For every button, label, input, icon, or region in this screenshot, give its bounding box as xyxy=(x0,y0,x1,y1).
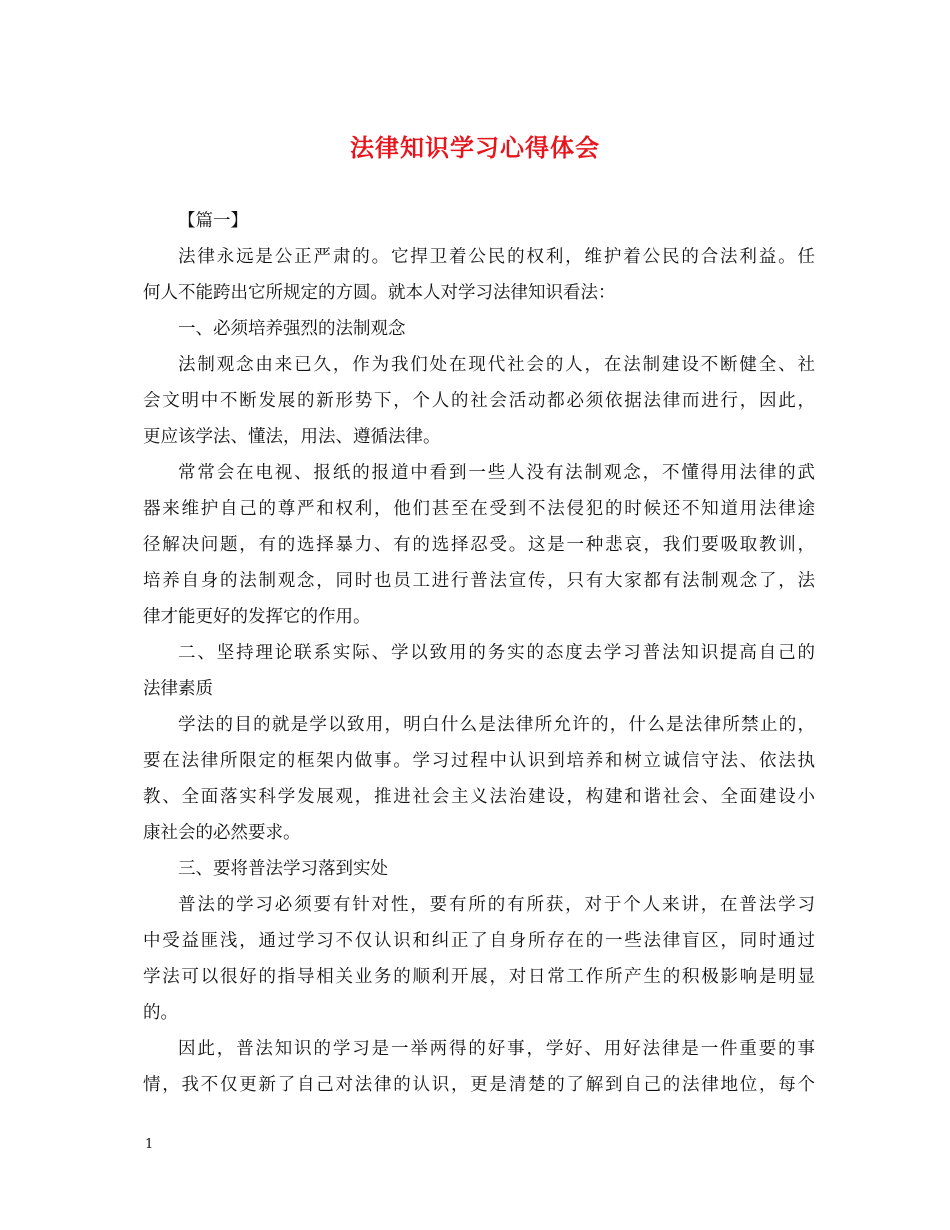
section-heading: 一、必须培养强烈的法制观念 xyxy=(178,319,406,339)
section-label: 【篇一】 xyxy=(178,211,248,231)
document-body xyxy=(143,203,815,1103)
document-title: 法律知识学习心得体会 xyxy=(350,133,600,162)
section-heading: 三、要将普法学习落到实处 xyxy=(178,859,388,879)
paragraph-line: 普法的学习必须要有针对性，要有所的有所获，对于个人来讲，在普法学习 xyxy=(178,895,815,915)
paragraph-line: 培养自身的法制观念，同时也员工进行普法宣传，只有大家都有法制观念了，法 xyxy=(143,571,815,591)
paragraph-line: 常常会在电视、报纸的报道中看到一些人没有法制观念，不懂得用法律的武 xyxy=(178,463,815,483)
paragraph-line: 学法可以很好的指导相关业务的顺利开展，对日常工作所产生的积极影响是明显 xyxy=(143,967,815,987)
paragraph-line: 学法的目的就是学以致用，明白什么是法律所允许的，什么是法律所禁止的， xyxy=(178,715,815,735)
paragraph-line: 径解决问题，有的选择暴力、有的选择忍受。这是一种悲哀，我们要吸取教训， xyxy=(143,535,815,555)
paragraph-line: 教、全面落实科学发展观，推进社会主义法治建设，构建和谐社会、全面建设小 xyxy=(143,787,815,807)
paragraph-line: 律才能更好的发挥它的作用。 xyxy=(143,607,371,627)
paragraph-line: 更应该学法、懂法，用法、遵循法律。 xyxy=(143,427,441,447)
section-heading: 法律素质 xyxy=(143,679,213,699)
paragraph-line: 法制观念由来已久，作为我们处在现代社会的人，在法制建设不断健全、社 xyxy=(178,355,815,375)
paragraph-line: 要在法律所限定的框架内做事。学习过程中认识到培养和树立诚信守法、依法执 xyxy=(143,751,815,771)
paragraph-line: 器来维护自己的尊严和权利，他们甚至在受到不法侵犯的时候还不知道用法律途 xyxy=(143,499,815,519)
paragraph-line: 情，我不仅更新了自己对法律的认识，更是清楚的了解到自己的法律地位，每个 xyxy=(143,1075,815,1095)
section-heading: 二、坚持理论联系实际、学以致用的务实的态度去学习普法知识提高自己的 xyxy=(178,643,815,663)
paragraph-line: 因此，普法知识的学习是一举两得的好事，学好、用好法律是一件重要的事 xyxy=(178,1039,815,1059)
page-number: 1 xyxy=(145,1137,154,1152)
paragraph-line: 法律永远是公正严肃的。它捍卫着公民的权利，维护着公民的合法利益。任 xyxy=(178,247,815,267)
paragraph-line: 的。 xyxy=(143,1003,178,1023)
paragraph-line: 中受益匪浅，通过学习不仅认识和纠正了自身所存在的一些法律盲区，同时通过 xyxy=(143,931,815,951)
paragraph-line: 会文明中不断发展的新形势下，个人的社会活动都必须依据法律而进行，因此， xyxy=(143,391,815,411)
paragraph-line: 康社会的必然要求。 xyxy=(143,823,301,843)
paragraph-line: 何人不能跨出它所规定的方圆。就本人对学习法律知识看法： xyxy=(143,283,616,303)
